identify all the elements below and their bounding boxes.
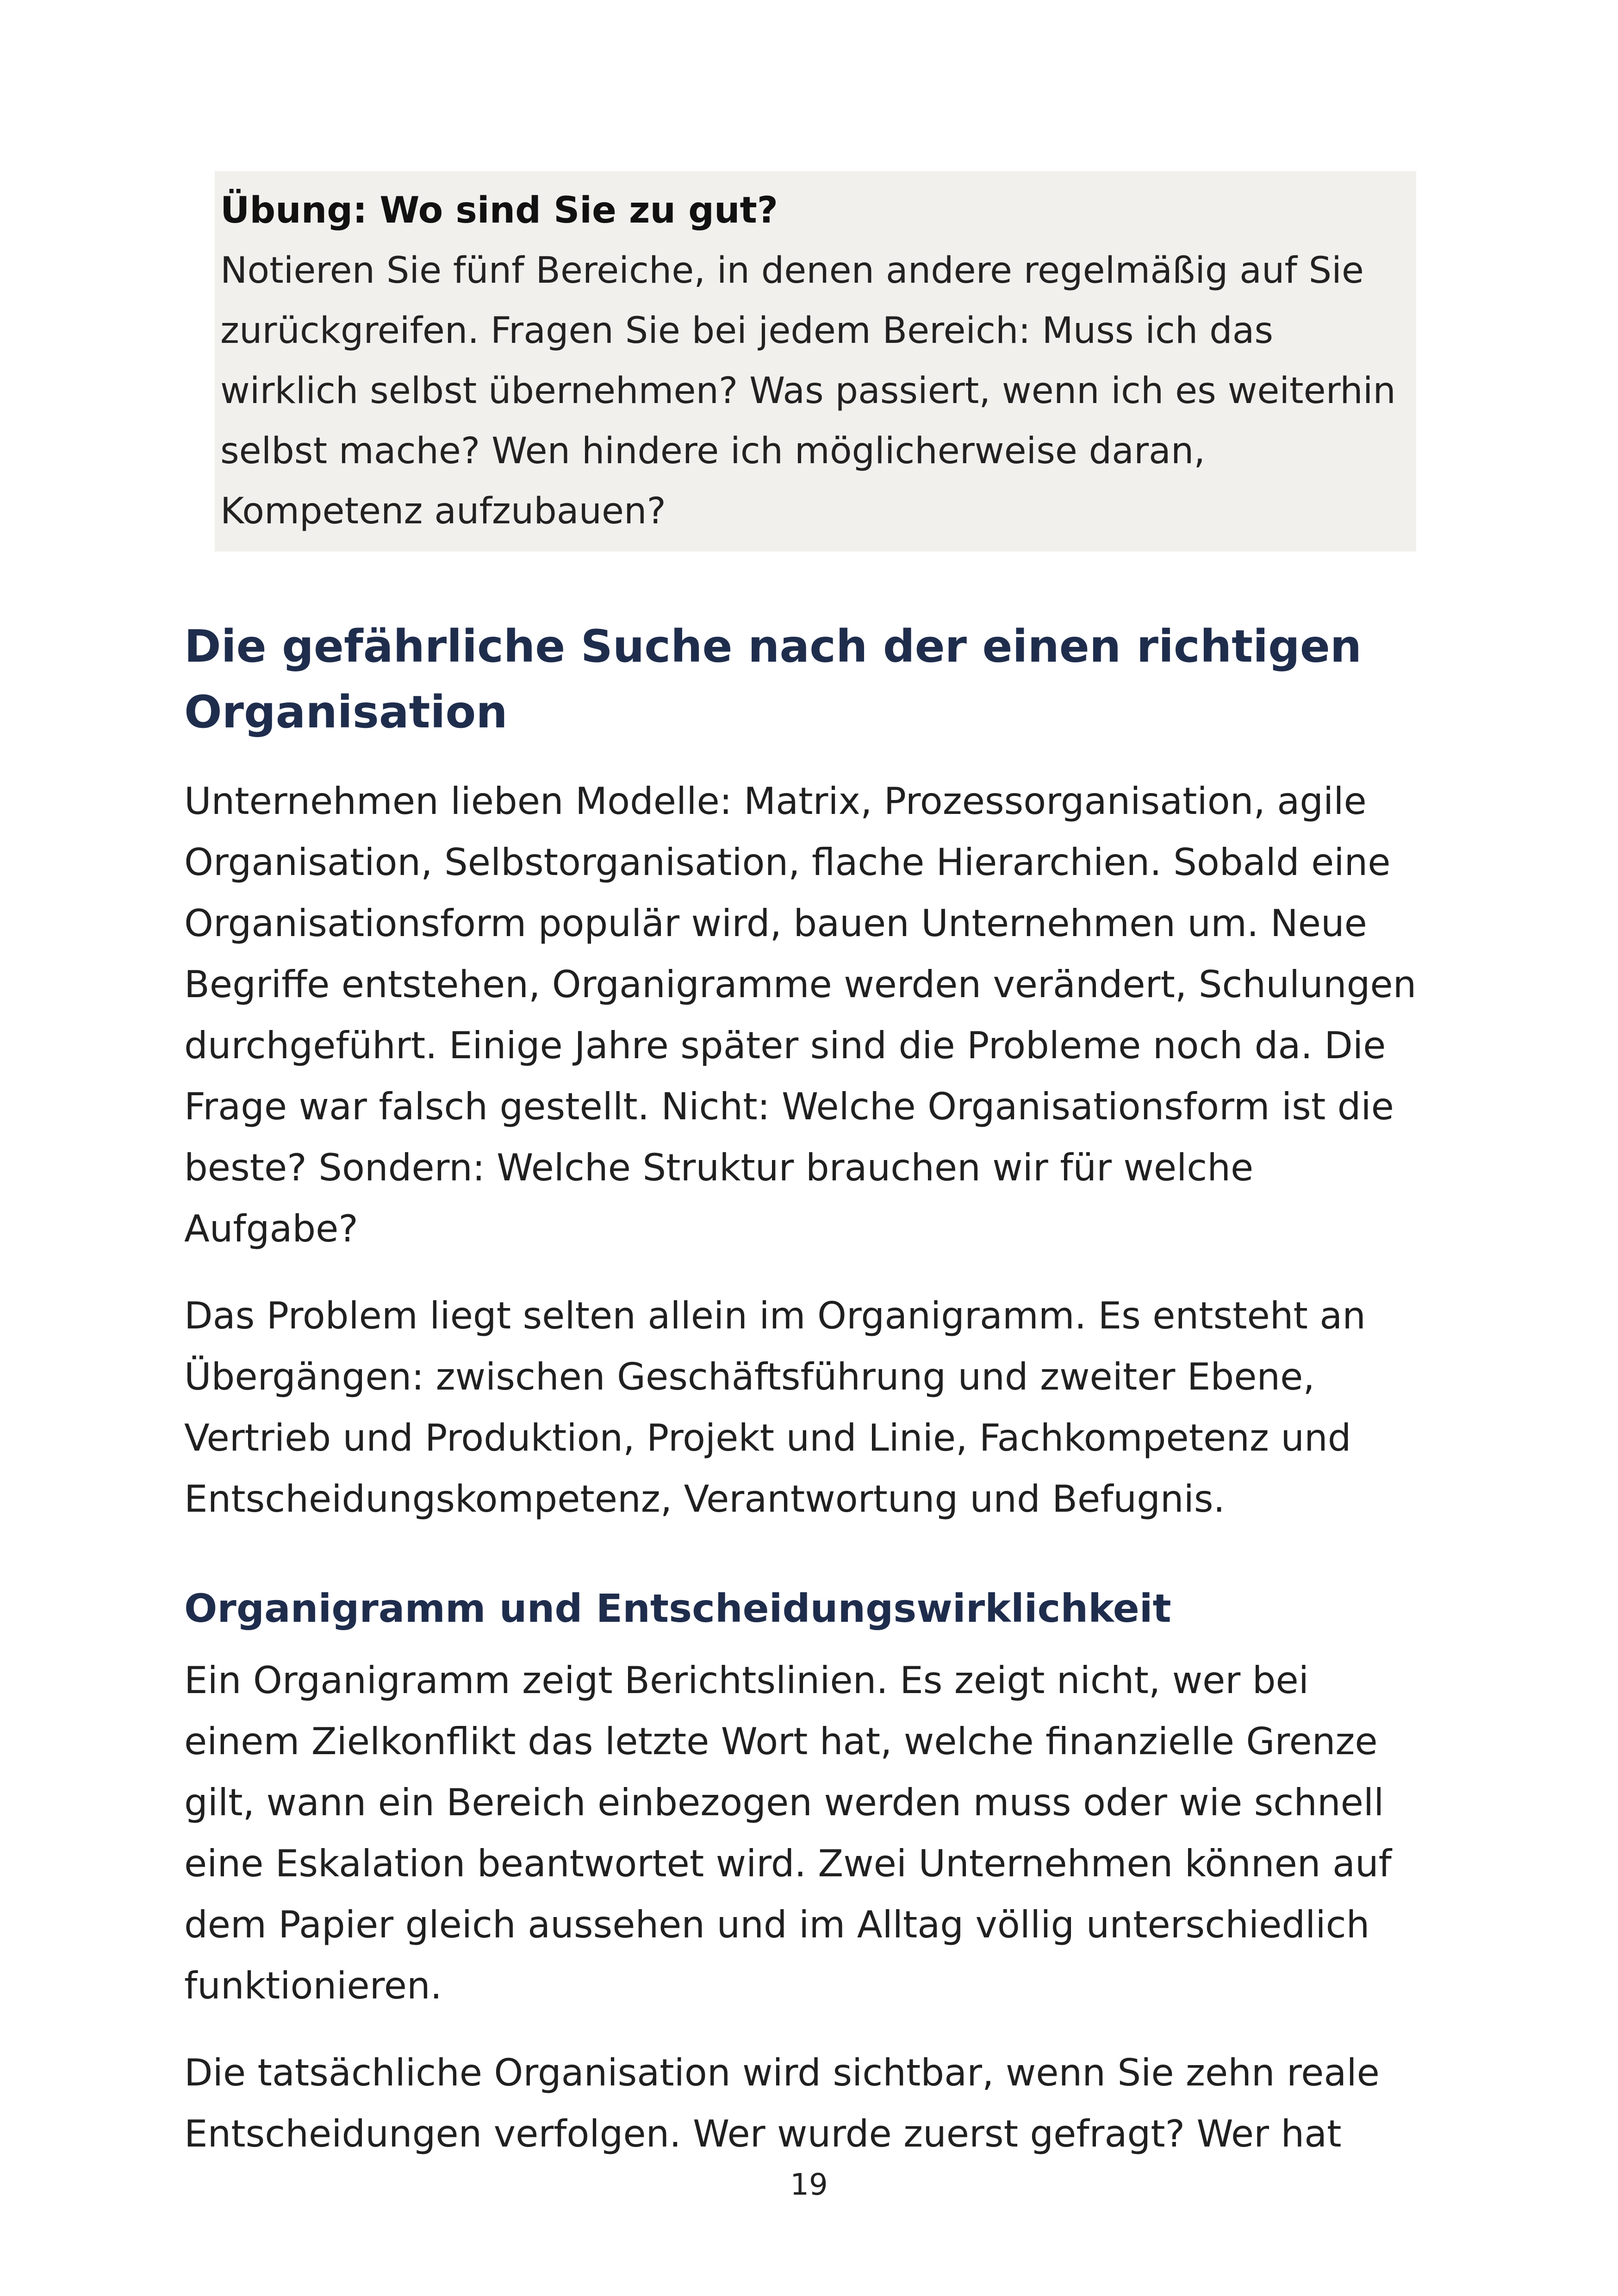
- subsection-paragraph-2: Die tatsächliche Organisation wird sichtbar, wenn Sie zehn reale Entscheidungen verfolgen. Wer wurde zuerst gefragt? Wer hat: [184, 2051, 1380, 2155]
- exercise-body: Notieren Sie fünf Bereiche, in denen andere regelmäßig auf Sie zurückgreifen. Fragen Sie bei jedem Bereich: Muss ich das wirklich selbst übernehmen? Was passiert, wenn ich es weiterhin selbst mache? Wen hindere ich möglicherweise daran, Kompetenz aufzubauen?: [220, 250, 1396, 532]
- page-number: 19: [790, 2168, 828, 2202]
- section-paragraph-1: Unternehmen lieben Modelle: Matrix, Prozessorganisation, agile Organisation, Selbstorganisation, flache Hierarchien. Sobald eine Organisationsform populär wird, bauen Unternehmen um. Neue Begriffe entstehen, Organigramme werden verändert, Schulungen durchgeführt. Einige Jahre später sind die Probleme noch da. Die Frage war falsch gestellt. Nicht: Welche Organisationsform ist die beste? Sondern: Welche Struktur brauchen wir für welche Aufgabe?: [184, 780, 1417, 1250]
- subsection-heading: Organigramm und Entscheidungswirklichkeit: [184, 1586, 1171, 1631]
- section-heading: Die gefährliche Suche nach der einen richtigen Organisation: [184, 621, 1362, 738]
- exercise-box: [215, 171, 1416, 552]
- subsection-paragraph-1: Ein Organigramm zeigt Berichtslinien. Es zeigt nicht, wer bei einem Zielkonflikt das letzte Wort hat, welche finanzielle Grenze gilt, wann ein Bereich einbezogen werden muss oder wie schnell eine Eskalation beantwortet wird. Zwei Unternehmen können auf dem Papier gleich aussehen und im Alltag völlig unterschiedlich funktionieren.: [184, 1659, 1392, 2007]
- exercise-title: Übung: Wo sind Sie zu gut?: [220, 190, 778, 231]
- page-content: [184, 171, 1425, 2191]
- section-paragraph-2: Das Problem liegt selten allein im Organigramm. Es entsteht an Übergängen: zwischen Geschäftsführung und zweiter Ebene, Vertrieb und Produktion, Projekt und Linie, Fachkompetenz und Entscheidungskompetenz, Verantwortung und Befugnis.: [184, 1294, 1366, 1520]
